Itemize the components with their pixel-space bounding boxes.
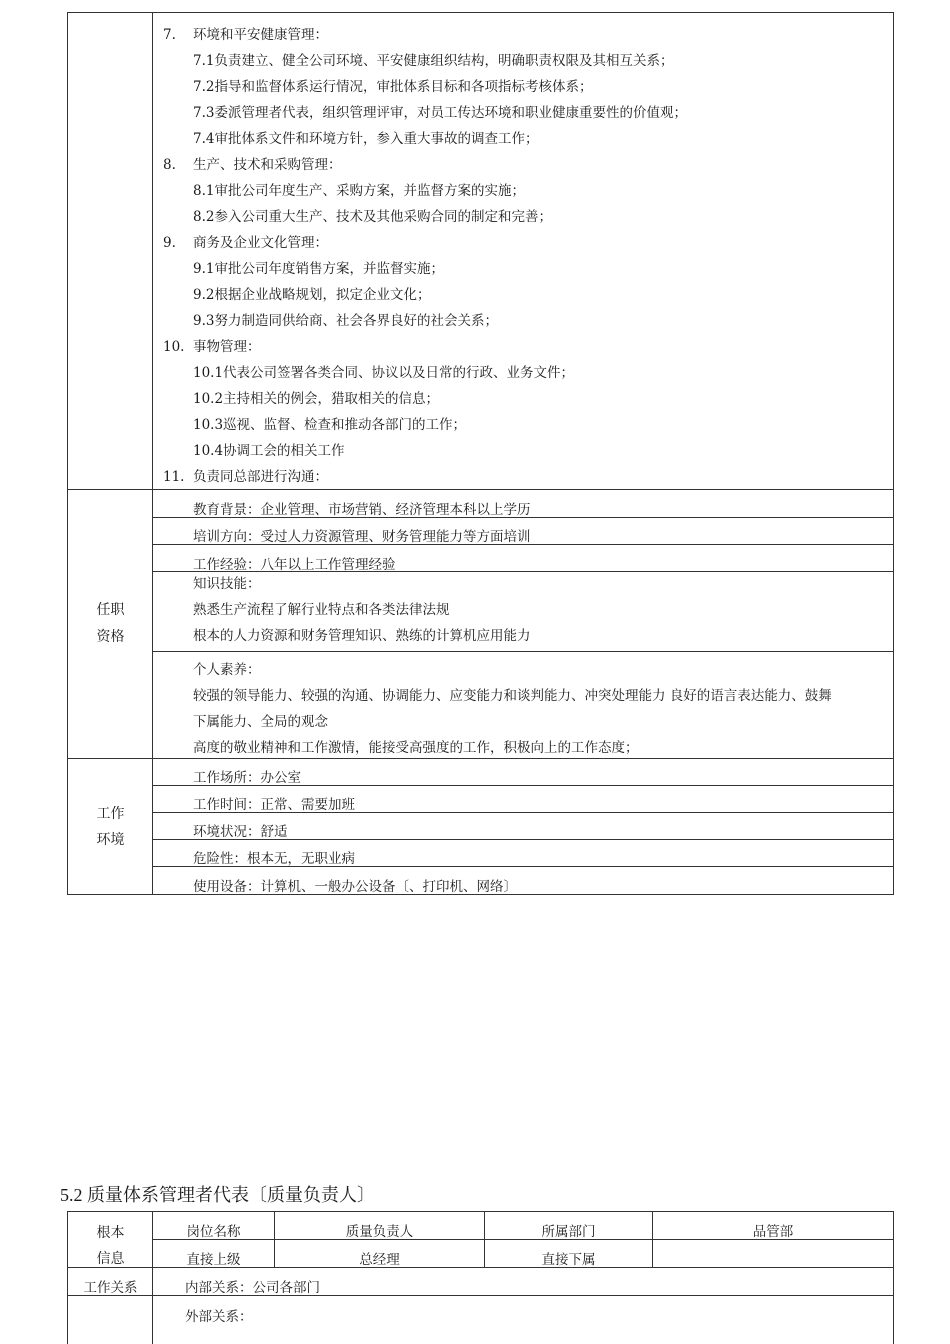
- environment-row: 环境状况：舒适: [193, 824, 288, 840]
- duty-heading: 事物管理：: [193, 339, 261, 355]
- work-experience: 工作经验：八年以上工作管理经验: [193, 557, 396, 573]
- duty-item: 10.4协调工会的相关工作: [193, 443, 345, 459]
- section-divider: [67, 758, 894, 759]
- personal-quality-item: 下属能力、全局的观念: [193, 714, 328, 730]
- table-right-border: [893, 1211, 894, 1344]
- subordinate-label: 直接下属: [541, 1252, 596, 1268]
- table-top-border: [67, 12, 894, 13]
- duty-heading: 商务及企业文化管理：: [193, 235, 328, 251]
- superior-value: 总经理: [359, 1252, 400, 1268]
- row-divider: [152, 651, 894, 652]
- duty-item: 9.2根据企业战略规划，拟定企业文化；: [193, 287, 431, 303]
- duty-number: 11.: [163, 469, 185, 485]
- section-divider: [67, 489, 894, 490]
- table-top-border: [67, 1211, 894, 1212]
- environment-label: 工作: [96, 806, 125, 822]
- department-value: 品管部: [752, 1224, 794, 1240]
- duty-number: 10.: [163, 339, 185, 355]
- qualifications-label: 资格: [96, 629, 125, 645]
- duty-item: 8.1审批公司年度生产、采购方案，并监督方案的实施；: [193, 183, 525, 199]
- qualifications-label: 任职: [96, 602, 125, 618]
- table-right-border: [893, 12, 894, 895]
- environment-label: 环境: [96, 832, 125, 848]
- superior-label: 直接上级: [186, 1252, 241, 1268]
- duty-heading: 环境和平安健康管理：: [193, 27, 328, 43]
- department-label: 所属部门: [541, 1224, 596, 1240]
- personal-quality-item: 较强的领导能力、较强的沟通、协调能力、应变能力和谈判能力、冲突处理能力 良好的语言表达能力、鼓舞: [193, 688, 832, 704]
- duty-item: 10.3巡视、监督、检查和推动各部门的工作；: [193, 417, 467, 433]
- duty-heading: 负责同总部进行沟通：: [193, 469, 328, 485]
- basic-info-label: 根本: [96, 1225, 125, 1241]
- table-left-border: [67, 12, 68, 895]
- duty-number: 9.: [163, 235, 176, 251]
- environment-row: 工作场所：办公室: [193, 770, 301, 786]
- duty-item: 7.4审批体系文件和环境方针，参入重大事故的调查工作；: [193, 131, 539, 147]
- knowledge-skills-heading: 知识技能：: [193, 576, 261, 592]
- duty-item: 10.1代表公司签署各类合同、协议以及日常的行政、业务文件；: [193, 365, 575, 381]
- basic-info-label: 信息: [96, 1251, 125, 1267]
- environment-row: 危险性：根本无，无职业病: [193, 851, 355, 867]
- duty-number: 7.: [163, 27, 176, 43]
- post-name-label: 岗位名称: [186, 1224, 241, 1240]
- internal-relations: 内部关系：公司各部门: [185, 1280, 320, 1296]
- duty-item: 9.3努力制造同供给商、社会各界良好的社会关系；: [193, 313, 498, 329]
- personal-quality-heading: 个人素养：: [193, 662, 261, 678]
- duty-item: 8.2参入公司重大生产、技术及其他采购合同的制定和完善；: [193, 209, 552, 225]
- training-direction: 培训方向：受过人力资源管理、财务管理能力等方面培训: [193, 529, 531, 545]
- environment-row: 工作时间：正常、需要加班: [193, 797, 355, 813]
- duty-item: 10.2主持相关的例会，猎取相关的信息；: [193, 391, 440, 407]
- knowledge-skills-item: 熟悉生产流程了解行业特点和各类法律法规: [193, 602, 450, 618]
- post-name-value: 质量负责人: [345, 1224, 414, 1240]
- personal-quality-item: 高度的敬业精神和工作激情，能接受高强度的工作，积极向上的工作态度；: [193, 740, 639, 756]
- external-relations: 外部关系：: [185, 1309, 253, 1325]
- duty-item: 7.1负责建立、健全公司环境、平安健康组织结构，明确职责权限及其相互关系；: [193, 53, 674, 69]
- work-relations-label: 工作关系: [83, 1280, 138, 1296]
- knowledge-skills-item: 根本的人力资源和财务管理知识、熟练的计算机应用能力: [193, 628, 531, 644]
- section-title: 5.2 质量体系管理者代表〔质量负责人〕: [60, 1185, 375, 1205]
- duty-heading: 生产、技术和采购管理：: [193, 157, 342, 173]
- table-label-divider: [152, 12, 153, 895]
- environment-row: 使用设备：计算机、一般办公设备〔、打印机、网络〕: [193, 879, 517, 895]
- duty-item: 7.3委派管理者代表，组织管理评审，对员工传达环境和职业健康重要性的价值观；: [193, 105, 687, 121]
- education-background: 教育背景：企业管理、市场营销、经济管理本科以上学历: [193, 502, 531, 518]
- duty-item: 9.1审批公司年度销售方案，并监督实施；: [193, 261, 444, 277]
- duty-number: 8.: [163, 157, 176, 173]
- duty-item: 7.2指导和监督体系运行情况，审批体系目标和各项指标考核体系；: [193, 79, 593, 95]
